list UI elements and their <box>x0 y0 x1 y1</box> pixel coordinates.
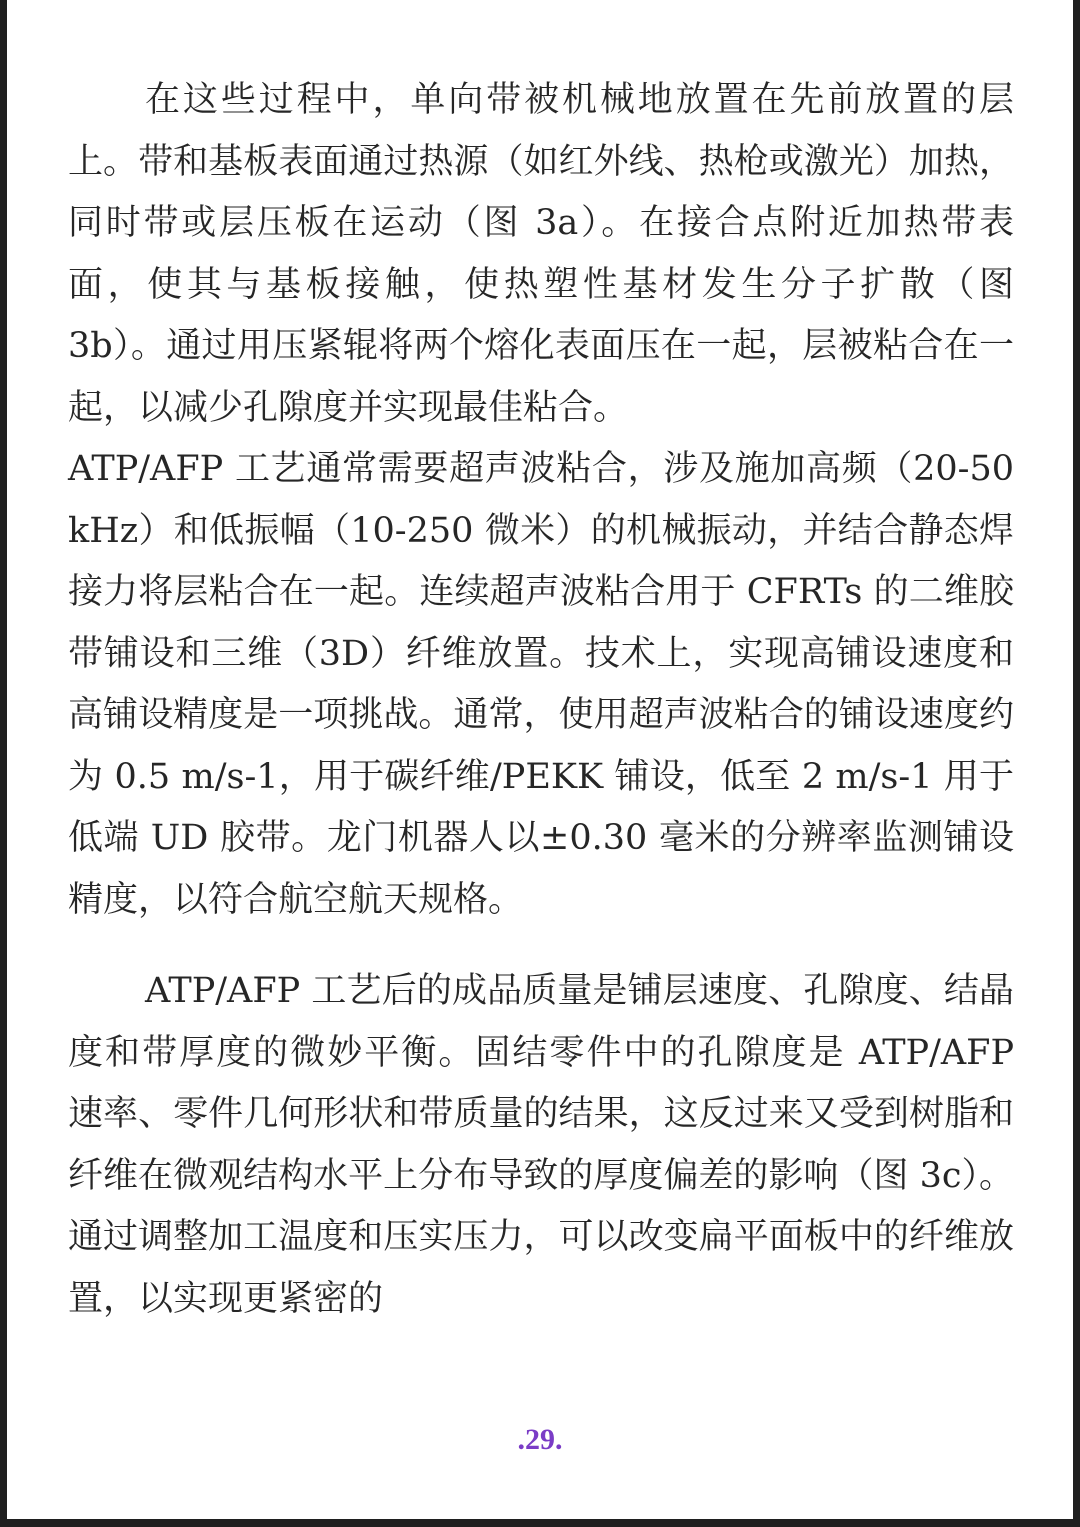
paragraph-placement-process: 在这些过程中，单向带被机械地放置在先前放置的层上。带和基板表面通过热源（如红外线、热枪或激光）加热，同时带或层压板在运动（图 3a）。在接合点附近加热带表面，使其与基板接触，使热塑性基材发生分子扩散（图 3b）。通过用压紧辊将两个熔化表面压在一起，层被粘合在一起，以减少孔隙度并实现最佳粘合。 <box>68 80 1014 428</box>
paragraph-product-quality: ATP/AFP 工艺后的成品质量是铺层速度、孔隙度、结晶度和带厚度的微妙平衡。固结零件中的孔隙度是 ATP/AFP 速率、零件几何形状和带质量的结果，这反过来又受到树脂和纤维在微观结构水平上分布导致的厚度偏差的影响（图 3c）。通过调整加工温度和压实压力，可以改变扁平面板中的纤维放置，以实现更紧密的 <box>68 971 1014 1319</box>
page-number: .29. <box>517 1423 563 1456</box>
document-body <box>68 70 1014 1330</box>
paragraph-ultrasonic-bonding: ATP/AFP 工艺通常需要超声波粘合，涉及施加高频（20-50 kHz）和低振幅（10-250 微米）的机械振动，并结合静态焊接力将层粘合在一起。连续超声波粘合用于 CFRTs 的二维胶带铺设和三维（3D）纤维放置。技术上，实现高铺设速度和高铺设精度是一项挑战。通常，使用超声波粘合的铺设速度约为 0.5 m/s-1，用于碳纤维/PEKK 铺设，低至 2 m/s-1 用于低端 UD 胶带。龙门机器人以±0.30 毫米的分辨率监测铺设精度，以符合航空航天规格。 <box>68 449 1014 920</box>
